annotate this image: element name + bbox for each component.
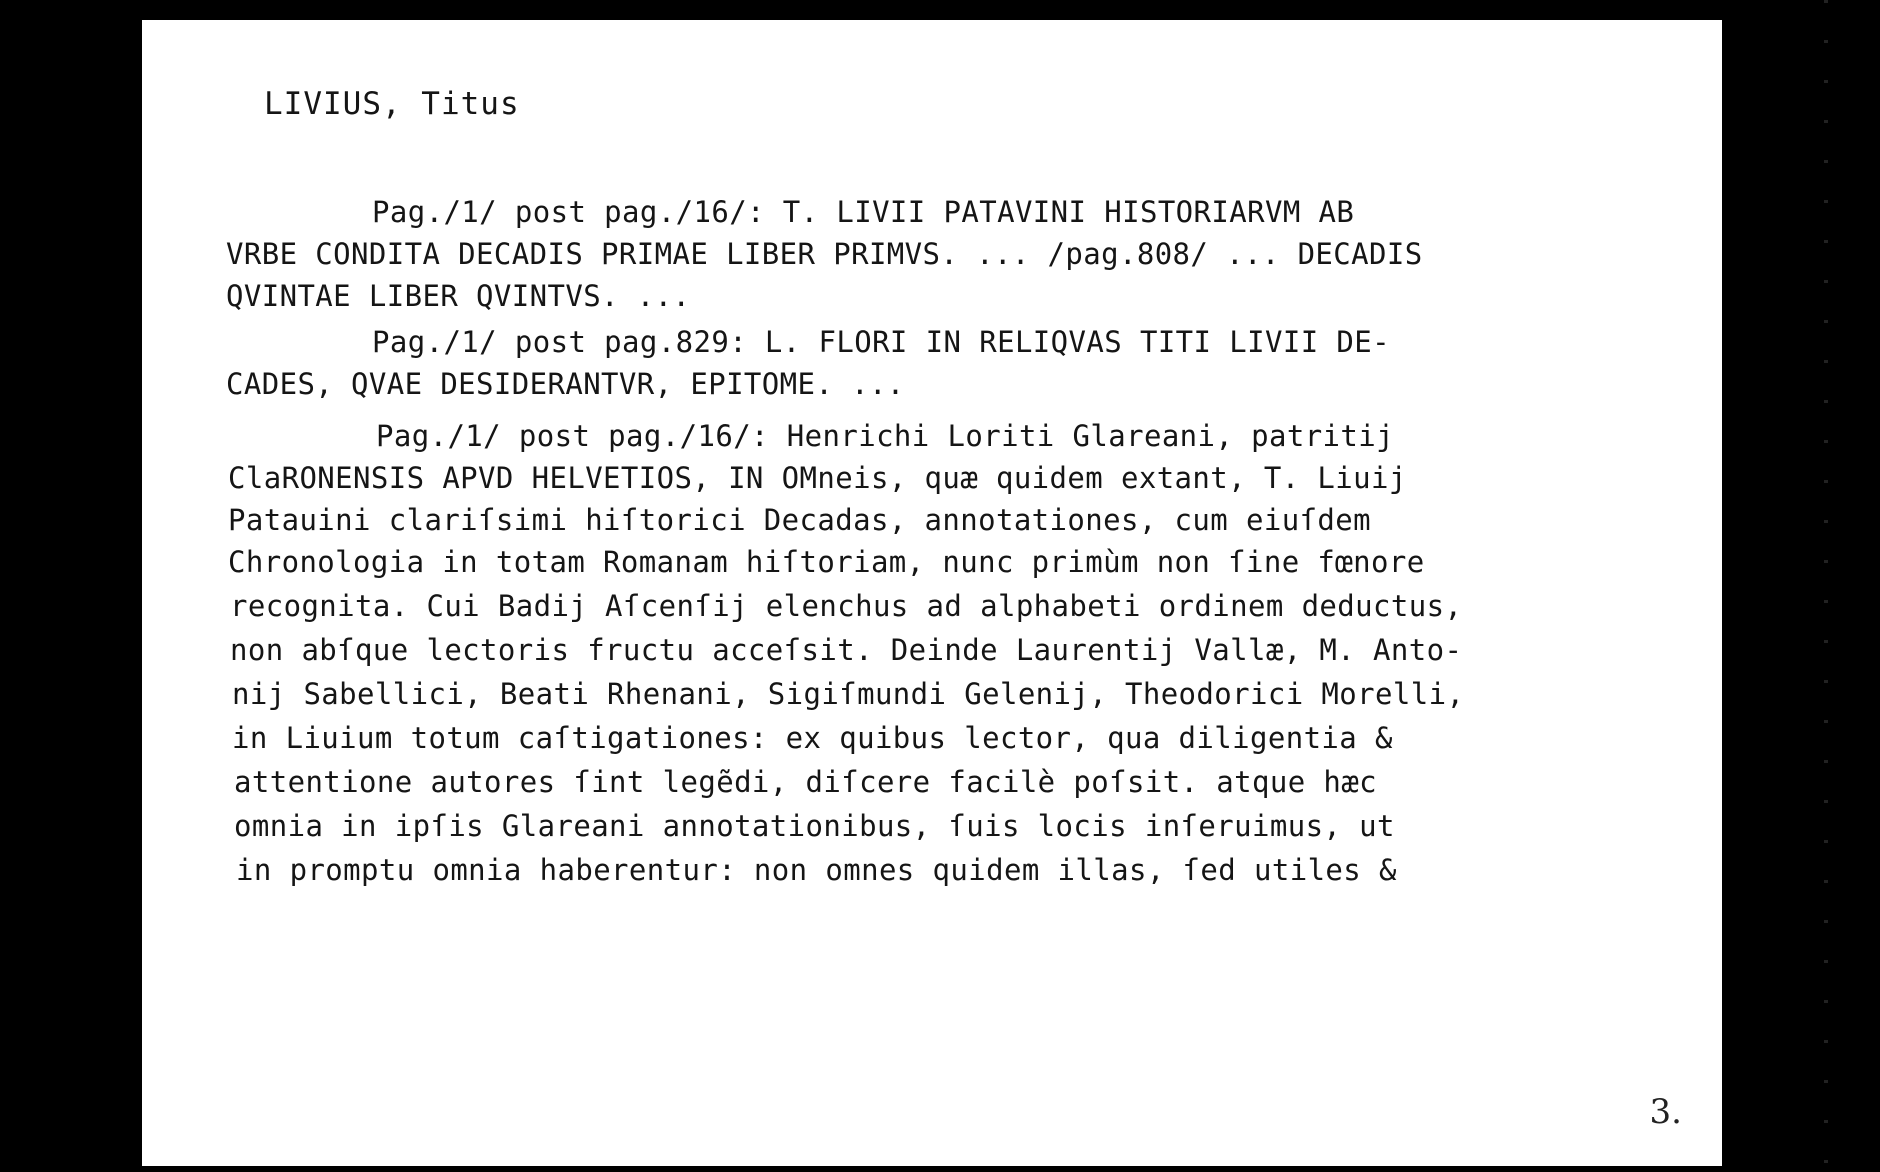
card-text-line: nij Sabellici, Beati Rhenani, Sigiſmundi Gelenij, Theodorici Morelli,	[232, 677, 1465, 711]
card-text-line: omnia in ipſis Glareani annotationibus, ſuis locis inſeruimus, ut	[234, 809, 1395, 843]
card-text-line: recognita. Cui Badij Aſcenſij elenchus ad alphabeti ordinem deductus,	[230, 589, 1463, 623]
card-text-line: Pag./1/ post pag./16/: Henrichi Loriti Glareani, patritij	[376, 419, 1394, 453]
card-text-line: in promptu omnia haberentur: non omnes quidem illas, ſed utiles &	[236, 853, 1397, 887]
card-text-line: ClaRONENSIS APVD HELVETIOS, IN OMneis, quæ quidem extant, T. Liuij	[228, 461, 1407, 495]
card-text-line: Patauini clariſsimi hiſtorici Decadas, annotationes, cum eiuſdem	[228, 503, 1372, 537]
card-text-line: Chronologia in totam Romanam hiſtoriam, nunc primùm non ſine fœnore	[228, 545, 1425, 579]
card-text-line: CADES, QVAE DESIDERANTVR, EPITOME. ...	[226, 367, 905, 401]
card-text-line: attentione autores ſint legẽdi, diſcere facilè poſsit. atque hæc	[234, 765, 1378, 799]
card-text-line: QVINTAE LIBER QVINTVS. ...	[226, 279, 691, 313]
scan-edge-marks	[1824, 0, 1828, 1172]
card-text-line: non abſque lectoris fructu acceſsit. Deinde Laurentij Vallæ, M. Anto-	[230, 633, 1463, 667]
card-text-line: Pag./1/ post pag./16/: T. LIVII PATAVINI HISTORIARVM AB	[372, 195, 1355, 229]
card-heading: LIVIUS, Titus	[264, 86, 520, 122]
card-text-line: VRBE CONDITA DECADIS PRIMAE LIBER PRIMVS. ... /pag.808/ ... DECADIS	[226, 237, 1423, 271]
card-text-line: Pag./1/ post pag.829: L. FLORI IN RELIQVAS TITI LIVII DE-	[372, 325, 1390, 359]
catalog-card	[142, 20, 1722, 1166]
card-number: 3.	[1649, 1092, 1682, 1132]
card-text-line: in Liuium totum caſtigationes: ex quibus lector, qua diligentia &	[232, 721, 1393, 755]
